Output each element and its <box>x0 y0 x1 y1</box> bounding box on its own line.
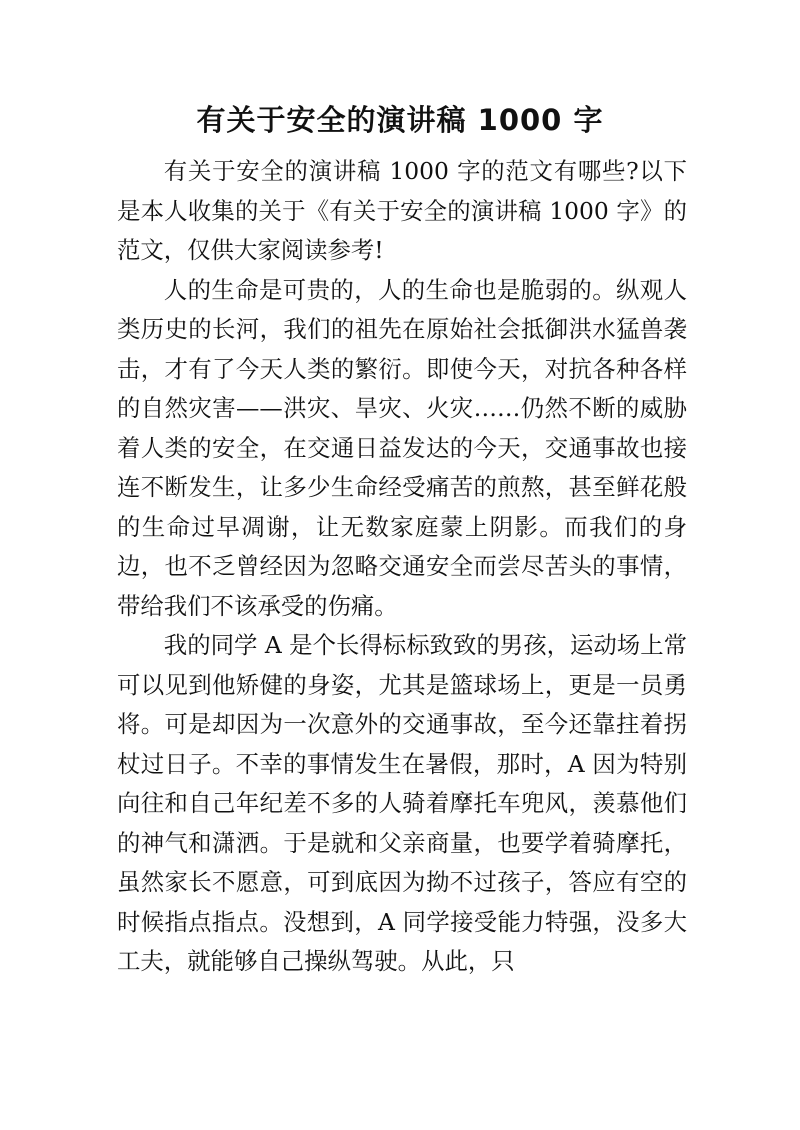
document-title: 有关于安全的演讲稿 1000 字 <box>196 103 604 137</box>
document-body <box>117 152 687 982</box>
paragraph-life: 人的生命是可贵的，人的生命也是脆弱的。纵观人类历史的长河，我们的祖先在原始社会抵御洪水猛兽袭击，才有了今天人类的繁衍。即使今天，对抗各种各样的自然灾害——洪灾、旱灾、火灾……仍然不断的威胁着人类的安全，在交通日益发达的今天，交通事故也接连不断发生，让多少生命经受痛苦的煎熬，甚至鲜花般的生命过早凋谢，让无数家庭蒙上阴影。而我们的身边，也不乏曾经因为忽略交通安全而尝尽苦头的事情，带给我们不该承受的伤痛。 <box>117 275 687 620</box>
paragraph-intro: 有关于安全的演讲稿 1000 字的范文有哪些?以下是本人收集的关于《有关于安全的演讲稿 1000 字》的范文，仅供大家阅读参考! <box>117 157 687 264</box>
paragraph-classmate: 我的同学 A 是个长得标标致致的男孩，运动场上常可以见到他矫健的身姿，尤其是篮球场上，更是一员勇将。可是却因为一次意外的交通事故，至今还靠拄着拐杖过日子。不幸的事情发生在暑假，那时，A 因为特别向往和自己年纪差不多的人骑着摩托车兜风，羡慕他们的神气和潇洒。于是就和父亲商量，也要学着骑摩托，虽然家长不愿意，可到底因为拗不过孩子，答应有空的时候指点指点。没想到，A 同学接受能力特强，没多大工夫，就能够自己操纵驾驶。从此，只 <box>117 631 687 975</box>
